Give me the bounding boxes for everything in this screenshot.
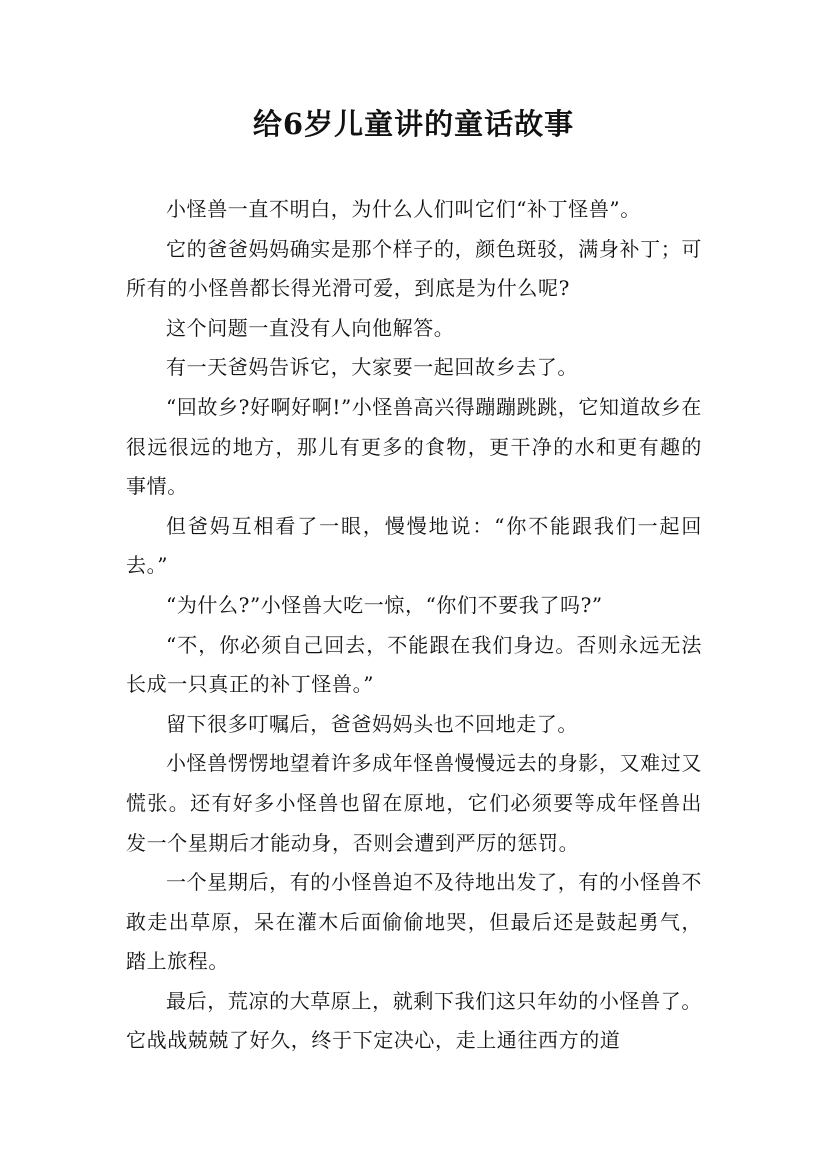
paragraph-3: 这个问题一直没有人向他解答。 [166,315,455,340]
paragraph-6: 但爸妈互相看了一眼，慢慢地说：“你不能跟我们一起回去。” [126,513,702,578]
paragraph-12: 最后，荒凉的大草原上，就剩下我们这只年幼的小怪兽了。它战战兢兢了好久，终于下定决心，走上通往西方的道 [126,988,702,1053]
paragraph-2: 它的爸爸妈妈确实是那个样子的，颜色斑驳，满身补丁；可所有的小怪兽都长得光滑可爱，到底是为什么呢? [126,236,702,301]
paragraph-11: 一个星期后，有的小怪兽迫不及待地出发了，有的小怪兽不敢走出草原，呆在灌木后面偷偷地哭，但最后还是鼓起勇气，踏上旅程。 [126,870,702,974]
paragraph-5: “回故乡?好啊好啊!”小怪兽高兴得蹦蹦跳跳，它知道故乡在很远很远的地方，那儿有更多的食物，更干净的水和更有趣的事情。 [126,394,703,499]
paragraph-4: 有一天爸妈告诉它，大家要一起回故乡去了。 [166,355,578,380]
paragraph-10: 小怪兽愣愣地望着许多成年怪兽慢慢远去的身影，又难过又慌张。还有好多小怪兽也留在原地，它们必须要等成年怪兽出发一个星期后才能动身，否则会遭到严厉的惩罚。 [126,751,702,855]
paragraph-7: “为什么?”小怪兽大吃一惊，“你们不要我了吗?” [166,592,603,617]
paragraph-9: 留下很多叮嘱后，爸爸妈妈头也不回地走了。 [166,711,578,736]
document-title: 给6岁儿童讲的童话故事 [252,107,575,141]
story-body [126,190,702,1061]
paragraph-1: 小怪兽一直不明白，为什么人们叫它们“补丁怪兽”。 [166,197,641,221]
paragraph-8: “不，你必须自己回去，不能跟在我们身边。否则永远无法长成一只真正的补丁怪兽。” [126,632,702,697]
